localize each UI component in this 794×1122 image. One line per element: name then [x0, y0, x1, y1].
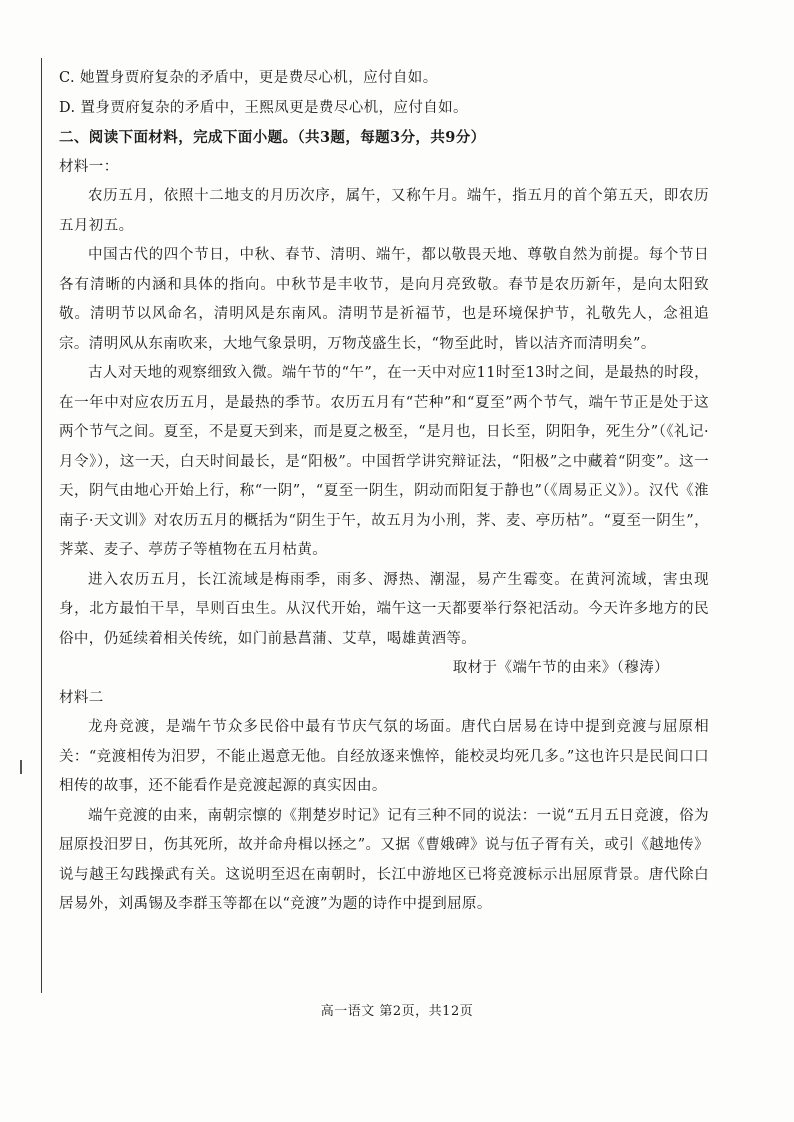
material1-paragraph-1: 农历五月，依照十二地支的月历次序，属午，又称午月。端午，指五月的首个第五天，即农历五月初五。: [59, 188, 709, 234]
material1-source: 取材于《端午节的由来》（穆涛）: [452, 660, 669, 676]
option-c: C. 她置身贾府复杂的矛盾中，更是费尽心机，应付自如。: [59, 70, 438, 86]
material2-paragraph-2: 端午竞渡的由来，南朝宗懔的《荆楚岁时记》记有三种不同的说法：一说“五月五日竞渡，俗为屈原投汨罗日，伤其死所，故并命舟楫以拯之”。又据《曹娥碑》说与伍子胥有关，或引《越地传》说与越王勾践操武有关。这说明至迟在南朝时，长江中游地区已将竞渡标示出屈原背景。唐代除白居易外，刘禹锡及李群玉等都在以“竞渡”为题的诗作中提到屈原。: [59, 807, 709, 912]
material1-paragraph-3: 古人对天地的观察细致入微。端午节的“午”，在一天中对应11时至13时之间，是最热的时段，在一年中对应农历五月，是最热的季节。农历五月有“芒种”和“夏至”两个节气，端午节正是处于这两个节气之间。夏至，不是夏天到来，而是夏之极至，“是月也，日长至，阴阳争，死生分”（《礼记·月令》），这一天，白天时间最长，是“阳极”。中国哲学讲究辩证法，“阳极”之中藏着“阴变”。这一天，阴气由地心开始上行，称“一阴”，“夏至一阴生，阴动而阳复于静也”（《周易正义》）。汉代《淮南子·天文训》对农历五月的概括为“阴生于午，故五月为小刑，荠、麦、亭历枯”。“夏至一阴生”，荠菜、麦子、葶苈子等植物在五月枯黄。: [59, 365, 709, 558]
material1-paragraph-2: 中国古代的四个节日，中秋、春节、清明、端午，都以敬畏天地、尊敬自然为前提。每个节日各有清晰的内涵和具体的指向。中秋节是丰收节，是向月亮致敬。春节是农历新年，是向太阳致敬。清明节以风命名，清明风是东南风。清明节是祈福节，也是环境保护节，礼敬先人，念祖追宗。清明风从东南吹来，大地气象景明，万物茂盛生长，“物至此时，皆以洁齐而清明矣”。: [59, 247, 709, 352]
material2-body: [59, 713, 709, 920]
page-content: [59, 64, 709, 920]
material2-label: 材料二: [59, 689, 104, 706]
material2-paragraph-1: 龙舟竞渡，是端午节众多民俗中最有节庆气氛的场面。唐代白居易在诗中提到竞渡与屈原相关：“竞渡相传为汨罗，不能止遏意无他。自经放逐来憔悴，能校灵均死几多。”这也许只是民间口口相传的故事，还不能看作是竞渡起源的真实因由。: [59, 719, 709, 794]
binding-margin-line: [41, 58, 42, 993]
margin-mark: [20, 760, 22, 774]
section-heading: 二、阅读下面材料，完成下面小题。（共3题，每题3分，共9分）: [59, 129, 486, 146]
page-footer: 高一语文 第2页，共12页: [320, 1004, 474, 1019]
material1-paragraph-4: 进入农历五月，长江流域是梅雨季，雨多、溽热、潮湿，易产生霉变。在黄河流域，害虫现身，北方最怕干旱，旱则百虫生。从汉代开始，端午这一天都要举行祭祀活动。今天许多地方的民俗中，仍延续着相关传统，如门前悬菖蒲、艾草，喝雄黄酒等。: [59, 571, 709, 647]
material1-label: 材料一：: [59, 158, 119, 175]
material1-body: [59, 182, 709, 654]
option-d: D. 置身贾府复杂的矛盾中，王熙凤更是费尽心机，应付自如。: [59, 99, 468, 116]
